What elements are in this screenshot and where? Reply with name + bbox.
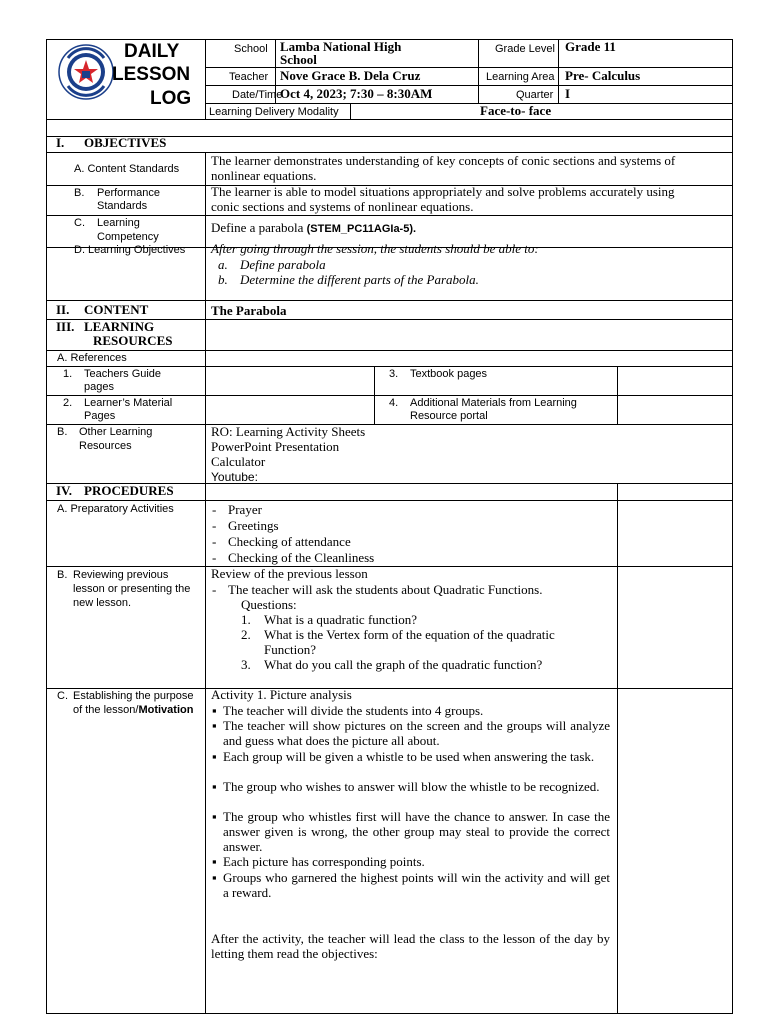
- teacher-value: Nove Grace B. Dela Cruz: [280, 68, 421, 83]
- review-dash: -: [212, 582, 217, 597]
- row-line: [46, 500, 733, 501]
- datetime-value: Oct 4, 2023; 7:30 – 8:30AM: [280, 86, 433, 101]
- learning-objective-a-letter: a.: [218, 257, 228, 272]
- review-description: The teacher will ask the students about Quadratic Functions.: [228, 582, 543, 597]
- review-title: Review of the previous lesson: [211, 566, 368, 581]
- learning-objective-b-letter: b.: [218, 272, 228, 287]
- performance-standards-letter: B.: [74, 187, 85, 199]
- learning-area-value: Pre- Calculus: [565, 68, 641, 83]
- learners-material-label-2: Pages: [84, 410, 116, 422]
- teachers-guide-label-2: pages: [84, 381, 114, 393]
- motivation-label: Motivation: [138, 704, 194, 716]
- header-col-line-2: [478, 39, 479, 103]
- review-question-1: What is a quadratic function?: [264, 612, 418, 627]
- preparatory-item-4: Checking of the Cleanliness: [228, 550, 375, 565]
- learning-area-label: Learning Area: [486, 71, 555, 83]
- procedures-heading: PROCEDURES: [84, 483, 174, 498]
- procedures-heading-num: IV.: [56, 483, 73, 498]
- other-resource-4: Youtube:: [211, 470, 258, 484]
- title-daily: DAILY: [124, 41, 180, 62]
- additional-materials-label-1: Additional Materials from Learning: [410, 397, 577, 409]
- header-col-line-3: [558, 39, 559, 103]
- modality-label: Learning Delivery Modality: [209, 106, 339, 118]
- competency-letter: C.: [74, 217, 85, 229]
- resources-heading-2: RESOURCES: [93, 333, 173, 348]
- establishing-letter: C.: [57, 690, 68, 702]
- preparatory-dash: -: [212, 502, 217, 517]
- bullet-marker: ▪: [212, 870, 217, 885]
- competency-label-1: Learning: [97, 217, 140, 229]
- teachers-guide-num: 1.: [63, 368, 73, 380]
- reviewing-letter: B.: [57, 569, 68, 581]
- bullet-marker: ▪: [212, 749, 217, 764]
- preparatory-item-1: Prayer: [228, 502, 262, 517]
- header-divider: [205, 39, 206, 119]
- learners-material-num: 2.: [63, 397, 73, 409]
- other-resource-1: RO: Learning Activity Sheets: [211, 424, 366, 439]
- header-col-line-4: [350, 103, 351, 119]
- objectives-heading-num: I.: [56, 135, 65, 150]
- bullet-marker: ▪: [212, 779, 217, 794]
- activity-bullet-6: Each picture has corresponding points.: [223, 854, 425, 869]
- grade-level-value: Grade 11: [565, 39, 616, 54]
- datetime-label: Date/Time: [232, 89, 283, 101]
- bullet-marker: ▪: [212, 703, 217, 718]
- border-bottom: [46, 1013, 733, 1014]
- competency-label-2: Competency: [97, 231, 159, 243]
- quarter-value: I: [565, 86, 571, 101]
- establishing-label-2-text: of the lesson/: [73, 704, 139, 716]
- school-value-line2: School: [280, 52, 317, 67]
- preparatory-dash: -: [212, 518, 217, 533]
- performance-standards-label-1: Performance: [97, 187, 160, 199]
- review-question-num: 3.: [241, 657, 251, 672]
- review-question-num: 2.: [241, 627, 251, 642]
- learning-objective-a: Define parabola: [240, 257, 326, 272]
- establishing-label-1: Establishing the purpose: [73, 690, 194, 702]
- content-standards-value: The learner demonstrates understanding of key concepts of conic sections and systems of nonlinear equations.: [211, 153, 676, 183]
- additional-materials-label-2: Resource portal: [410, 410, 488, 422]
- title-lesson: LESSON: [112, 64, 191, 85]
- label-column-line: [205, 152, 206, 1013]
- learning-objective-b: Determine the different parts of the Parabola.: [240, 272, 479, 287]
- teacher-label: Teacher: [229, 71, 269, 83]
- reviewing-label-3: new lesson.: [73, 597, 132, 609]
- row-line: [46, 215, 733, 216]
- row-line: [46, 350, 733, 351]
- competency-code: (STEM_PC11AGIa-5).: [306, 223, 417, 235]
- preparatory-activities-label: A. Preparatory Activities: [57, 503, 174, 515]
- preparatory-item-3: Checking of attendance: [228, 534, 351, 549]
- activity-title: Activity 1. Picture analysis: [211, 687, 352, 702]
- quarter-label: Quarter: [516, 89, 554, 101]
- header-row-line-3: [205, 103, 733, 104]
- content-heading: CONTENT: [84, 302, 149, 317]
- bullet-marker: ▪: [212, 718, 217, 733]
- activity-bullet-3: Each group will be given a whistle to be used when answering the task.: [223, 749, 595, 764]
- references-label: A. References: [57, 352, 127, 364]
- activity-bullet-4: The group who wishes to answer will blow the whistle to be recognized.: [223, 779, 600, 794]
- competency-value: Define a parabola: [211, 220, 307, 235]
- content-heading-num: II.: [56, 302, 70, 317]
- grade-level-label: Grade Level: [495, 43, 555, 55]
- activity-bullet-7: Groups who garnered the highest points will win the activity and will get a reward.: [223, 870, 610, 900]
- other-resources-label-2: Resources: [79, 440, 132, 452]
- resources-heading-num: III.: [56, 319, 75, 334]
- teachers-guide-label-1: Teachers Guide: [84, 368, 162, 380]
- notes-column-line: [617, 483, 618, 1013]
- row-line: [46, 566, 733, 567]
- learners-material-label-1: Learner’s Material: [84, 397, 173, 409]
- preparatory-dash: -: [212, 534, 217, 549]
- review-question-2-line1: What is the Vertex form of the equation of the quadratic: [264, 627, 555, 642]
- activity-bullet-5: The group who whistles first will have the chance to answer. In case the answer given is wrong, the other group may steal to provide the correct answer.: [223, 809, 610, 854]
- other-resource-3: Calculator: [211, 454, 266, 469]
- deped-seal-logo: [58, 44, 114, 100]
- header-bottom-line: [46, 119, 733, 120]
- review-question-2-line2: Function?: [264, 642, 316, 657]
- preparatory-dash: -: [212, 550, 217, 565]
- daily-lesson-log-page: [46, 39, 733, 1014]
- title-log: LOG: [150, 88, 192, 109]
- additional-materials-num: 4.: [389, 397, 399, 409]
- resources-heading-1: LEARNING: [84, 319, 155, 334]
- preparatory-item-2: Greetings: [228, 518, 279, 533]
- modality-value: Face-to- face: [480, 103, 552, 118]
- textbook-label: Textbook pages: [410, 368, 488, 380]
- school-label: School: [234, 43, 268, 55]
- bullet-marker: ▪: [212, 854, 217, 869]
- resources-col-line: [617, 366, 618, 424]
- activity-after-text: After the activity, the teacher will lead the class to the lesson of the day by letting them read the objectives:: [211, 931, 610, 961]
- row-line: [46, 300, 733, 301]
- content-value: The Parabola: [211, 303, 287, 318]
- reviewing-label-1: Reviewing previous: [73, 569, 169, 581]
- other-resource-2: PowerPoint Presentation: [211, 439, 340, 454]
- reviewing-label-2: lesson or presenting the: [73, 583, 191, 595]
- learning-objectives-label: D. Learning Objectives: [74, 244, 186, 256]
- review-questions-label: Questions:: [241, 597, 297, 612]
- bullet-marker: ▪: [212, 809, 217, 824]
- school-value-line1: Lamba National High: [280, 39, 402, 54]
- establishing-label-2: [73, 703, 193, 717]
- review-question-num: 1.: [241, 612, 251, 627]
- content-standards-label: A. Content Standards: [74, 163, 180, 175]
- activity-bullet-1: The teacher will divide the students into 4 groups.: [223, 703, 484, 718]
- competency-value-line: [211, 221, 416, 236]
- performance-standards-value: The learner is able to model situations appropriately and solve problems accurately using conic sections and systems of nonlinear equations.: [211, 184, 675, 214]
- textbook-num: 3.: [389, 368, 399, 380]
- other-resources-label-1: Other Learning: [79, 426, 153, 438]
- other-resources-letter: B.: [57, 426, 68, 438]
- activity-bullet-2: The teacher will show pictures on the screen and the groups will analyze and guess what does the picture all about.: [223, 718, 610, 748]
- objectives-heading: OBJECTIVES: [84, 135, 167, 150]
- review-question-3: What do you call the graph of the quadratic function?: [264, 657, 543, 672]
- performance-standards-label-2: Standards: [97, 200, 148, 212]
- resources-col-line: [374, 366, 375, 424]
- learning-objectives-intro: After going through the session, the students should be able to:: [211, 241, 539, 256]
